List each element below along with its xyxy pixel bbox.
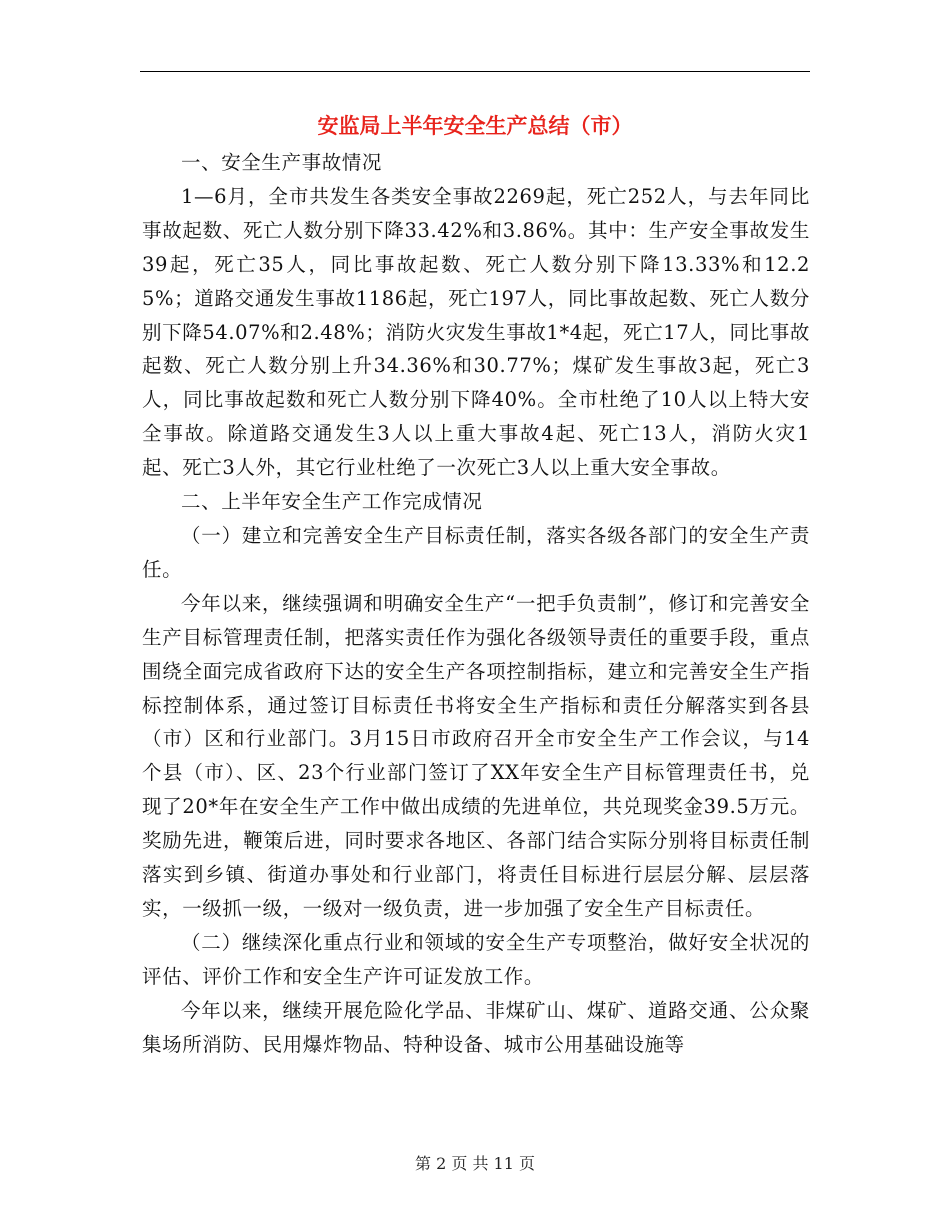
paragraph-responsibility-system: 今年以来，继续强调和明确安全生产“一把手负责制”，修订和完善安全生产目标管理责任制，把落实责任作为强化各级领导责任的重要手段，重点围绕全面完成省政府下达的安全生产各项控制指标，建立和完善安全生产指标控制体系，通过签订目标责任书将安全生产指标和责任分解落实到各县（市）区和行业部门。3月15日市政府召开全市安全生产工作会议，与14个县（市）、区、23个行业部门签订了XX年安全生产目标管理责任书，兑现了20*年在安全生产工作中做出成绩的先进单位，共兑现奖金39.5万元。奖励先进，鞭策后进，同时要求各地区、各部门结合实际分别将目标责任制落实到乡镇、街道办事处和行业部门，将责任目标进行层层分解、层层落实，一级抓一级，一级对一级负责，进一步加强了安全生产目标责任。: [142, 591, 810, 920]
document-title: 安监局上半年安全生产总结（市）: [317, 114, 633, 138]
page-number-footer: 第 2 页 共 11 页: [415, 1154, 535, 1173]
paragraph-special-rectification: 今年以来，继续开展危险化学品、非煤矿山、煤矿、道路交通、公众聚集场所消防、民用爆炸物品、特种设备、城市公用基础设施等: [142, 998, 810, 1056]
subheading-special-rectification: （二）继续深化重点行业和领域的安全生产专项整治，做好安全状况的评估、评价工作和安全生产许可证发放工作。: [142, 930, 810, 988]
subheading-responsibility-system: （一）建立和完善安全生产目标责任制，落实各级各部门的安全生产责任。: [142, 523, 810, 581]
paragraph-accident-statistics: 1—6月，全市共发生各类安全事故2269起，死亡252人，与去年同比事故起数、死亡人数分别下降33.42%和3.86%。其中：生产安全事故发生39起，死亡35人，同比事故起数、死亡人数分别下降13.33%和12.25%；道路交通发生事故1186起，死亡197人，同比事故起数、死亡人数分别下降54.07%和2.48%；消防火灾发生事故1*4起，死亡17人，同比事故起数、死亡人数分别上升34.36%和30.77%；煤矿发生事故3起，死亡3人，同比事故起数和死亡人数分别下降40%。全市杜绝了10人以上特大安全事故。除道路交通发生3人以上重大事故4起、死亡13人，消防火灾1起、死亡3人外，其它行业杜绝了一次死亡3人以上重大安全事故。: [142, 184, 810, 480]
section-heading-accidents: 一、安全生产事故情况: [181, 151, 383, 174]
section-heading-work-completion: 二、上半年安全生产工作完成情况: [181, 490, 483, 514]
header-rule: [140, 71, 810, 72]
document-body: [142, 146, 810, 1061]
